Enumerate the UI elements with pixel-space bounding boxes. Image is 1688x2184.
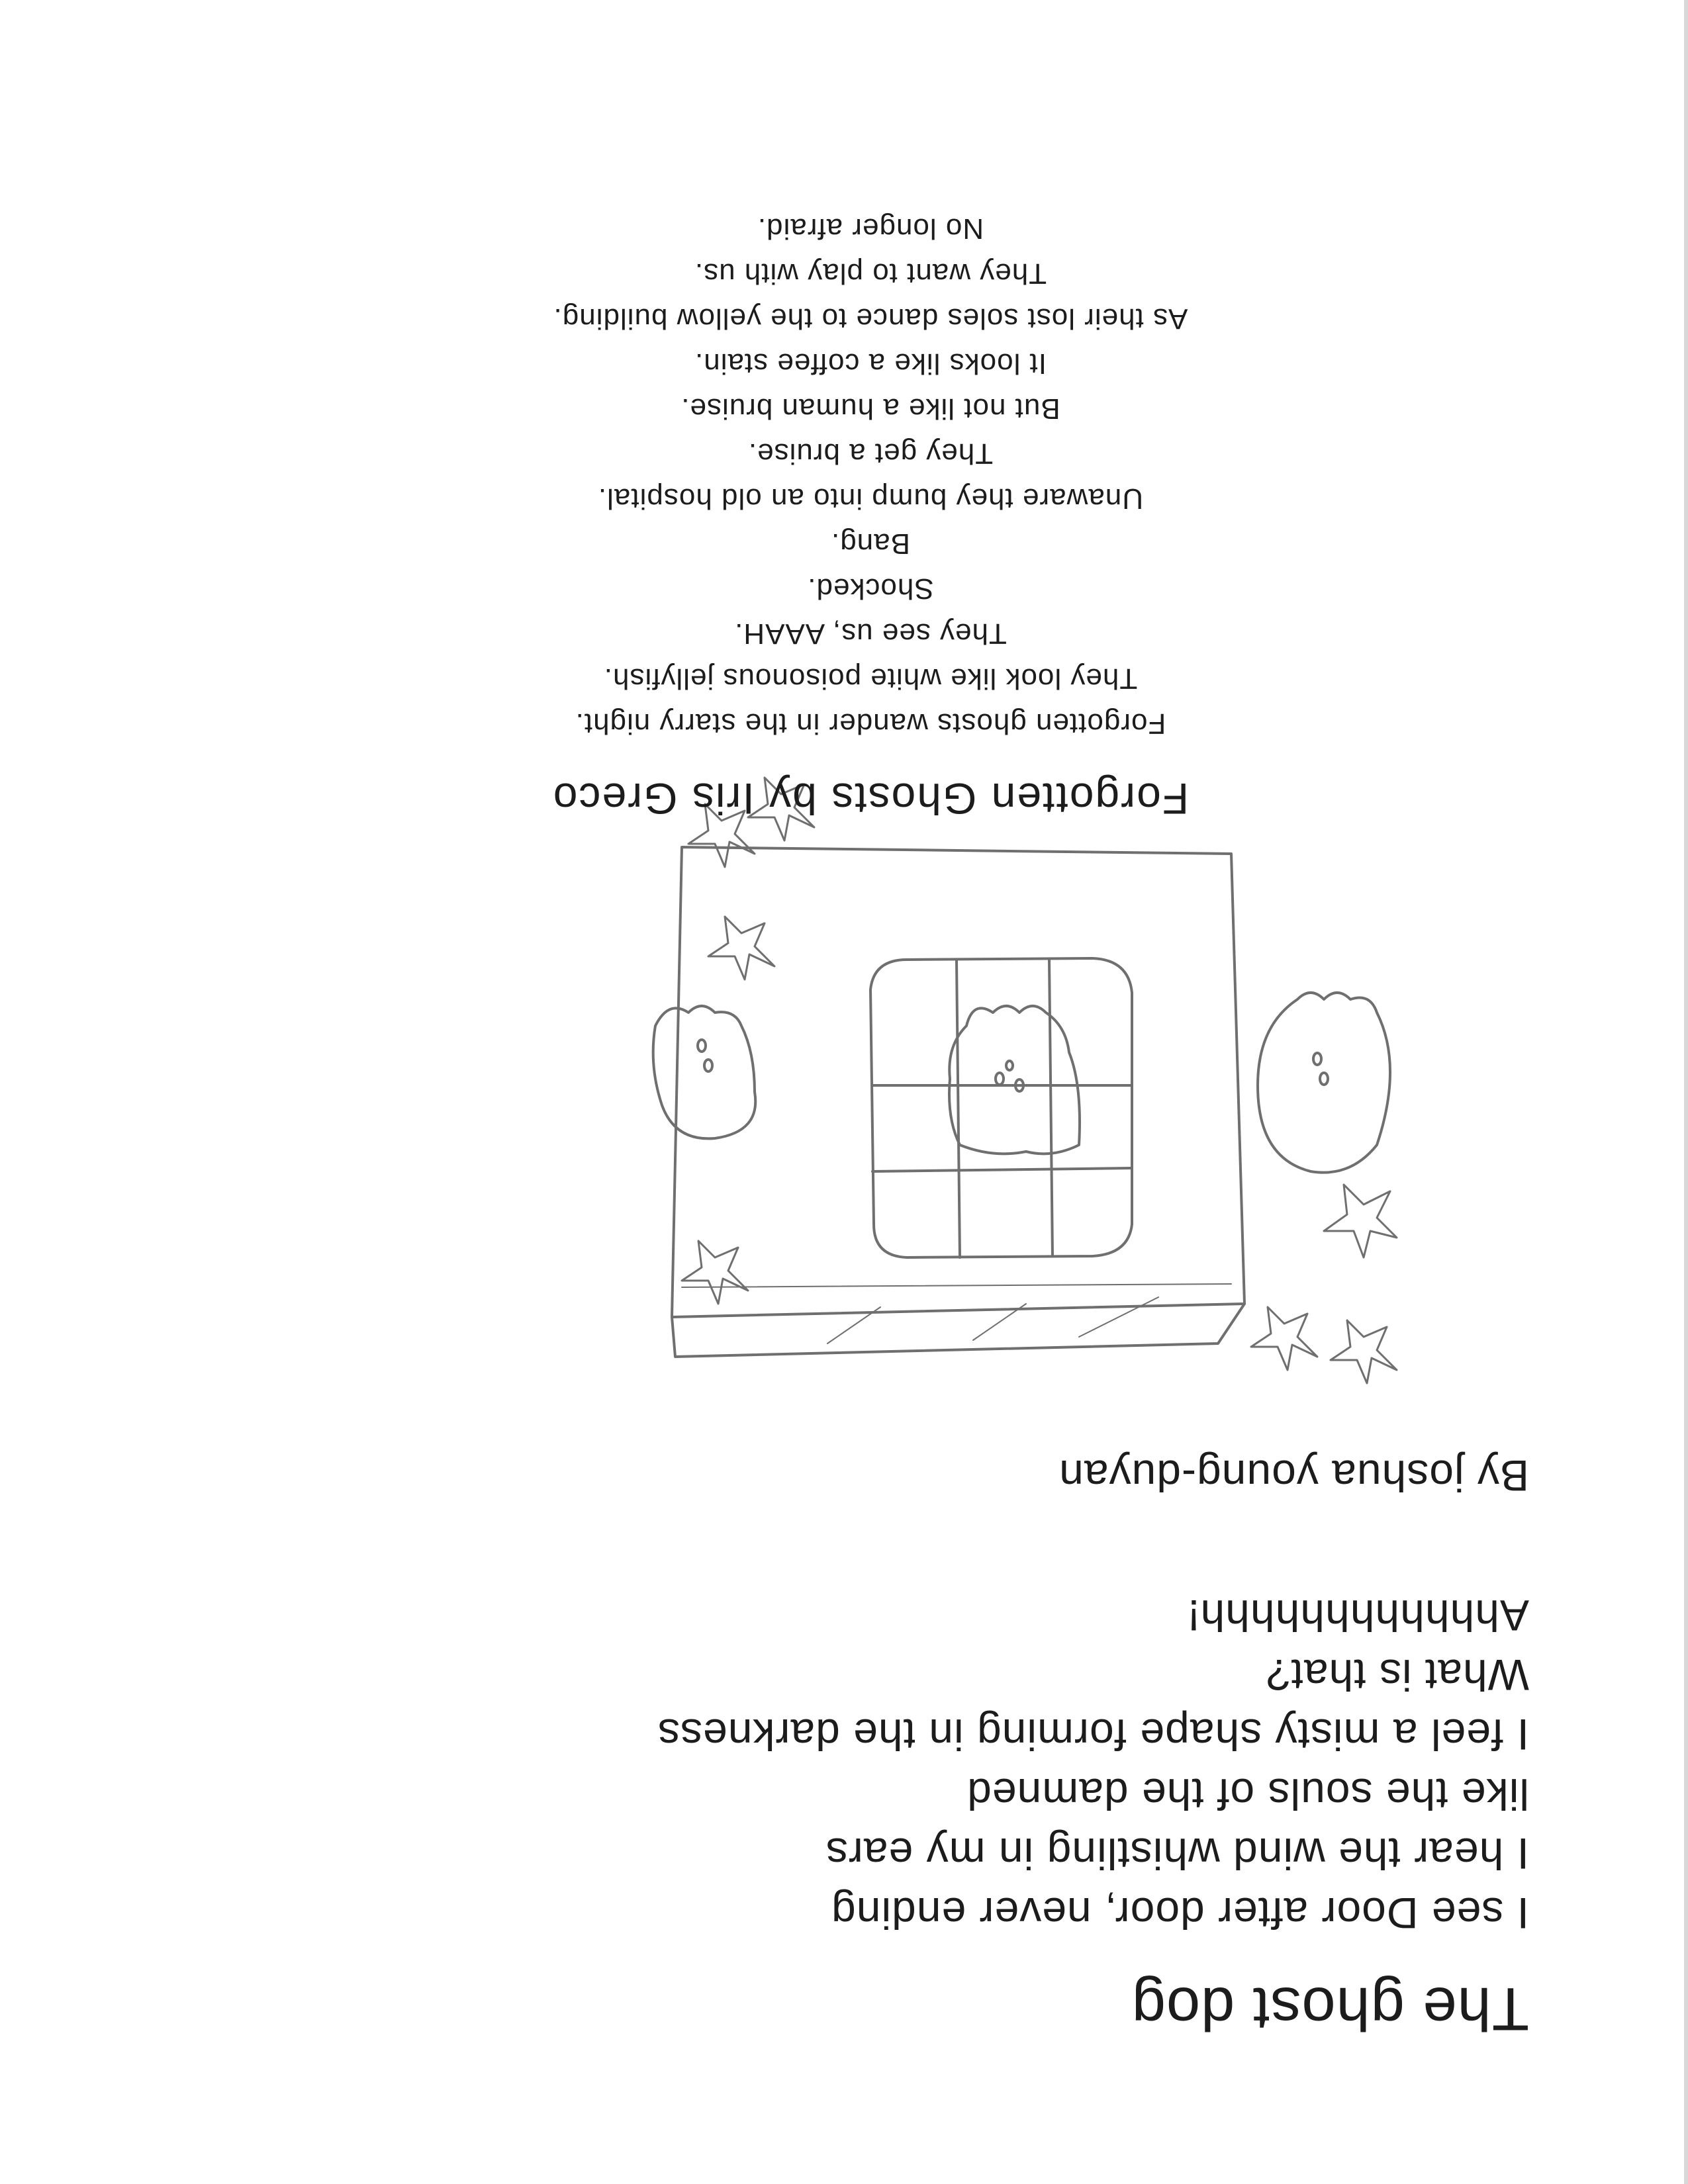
poem-line: But not like a human bruise. [680,392,1060,425]
poem-line: They see us, AAAH. [734,617,1007,650]
poem-line: Bang. [831,527,910,560]
poem-line: They look like white poisonous jellyfish. [603,662,1138,695]
poem-title: Forgotten Ghosts by Iris Greco [551,774,1190,823]
star-doodles [682,778,1397,1383]
poem-line: I see Door after door, never ending [831,1888,1529,1938]
poem-line: like the souls of the damned [966,1769,1529,1819]
poem-line: Forgotten ghosts wander in the starry night. [575,707,1166,740]
poem-line: As their lost soles dance to the yellow building. [553,302,1188,335]
poem-line: Shocked. [807,572,934,605]
poem-forgotten-ghosts [0,206,1688,824]
poem-byline: By joshua young-duyan [1058,1451,1529,1500]
pencil-drawing-window-with-ghosts [642,748,1423,1396]
poem-line: I hear the wind whistling in my ears [825,1829,1529,1878]
poem-line: What is that? [1265,1650,1529,1700]
poem-line: They get a bruise. [747,437,994,470]
poem-line: They want to play with us. [694,257,1047,290]
ghost-in-window-drawing [949,1006,1080,1154]
poem-line: Unaware they bump into an old hospital. [597,482,1144,515]
window-drawing [870,958,1132,1257]
poem-line: I feel a misty shape forming in the darkness [657,1709,1529,1759]
poem-line: No longer afraid. [757,212,984,245]
poem-title: The ghost dog [1131,1975,1529,2042]
ghost-left-drawing [1258,993,1390,1173]
poem-line: Ahhhhhhhhhhhh! [1187,1590,1529,1640]
poem-line: It looks like a coffee stain. [694,347,1047,380]
ghost-right-drawing [653,1006,756,1138]
poem-the-ghost-dog [404,1451,1529,2042]
